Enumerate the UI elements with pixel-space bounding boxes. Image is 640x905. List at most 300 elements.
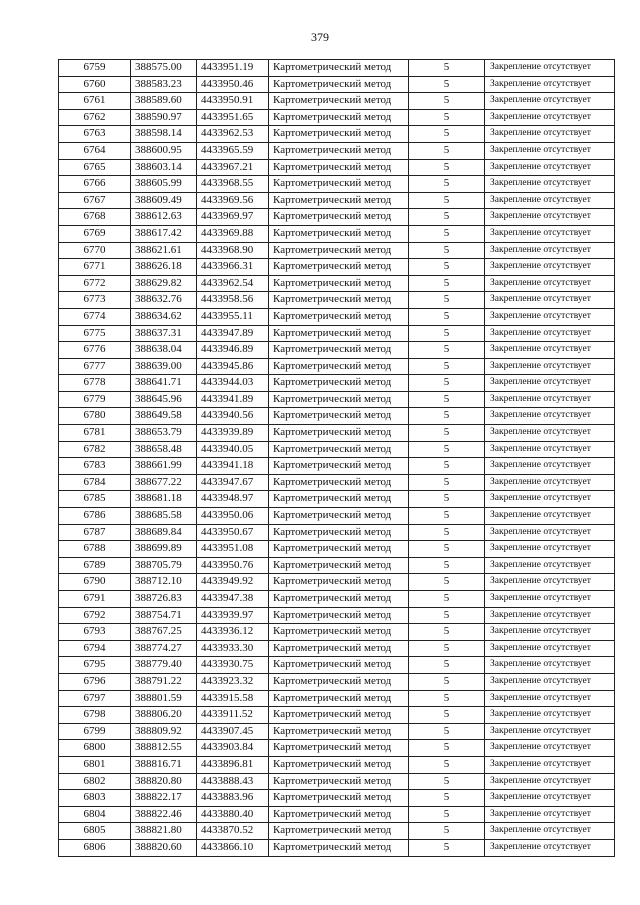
table-row	[59, 142, 615, 159]
y-coordinate-cell: 4433945.86	[197, 358, 269, 375]
page-number: 379	[311, 30, 329, 44]
method-cell: Картометрический метод	[269, 458, 409, 475]
accuracy-cell: 5	[409, 176, 485, 193]
table-row	[59, 657, 615, 674]
y-coordinate-cell: 4433888.43	[197, 773, 269, 790]
y-coordinate-cell: 4433947.67	[197, 474, 269, 491]
point-number-cell: 6802	[59, 773, 131, 790]
method-cell: Картометрический метод	[269, 640, 409, 657]
x-coordinate-cell: 388598.14	[131, 126, 197, 143]
x-coordinate-cell: 388661.99	[131, 458, 197, 475]
method-cell: Картометрический метод	[269, 342, 409, 359]
y-coordinate-cell: 4433939.89	[197, 425, 269, 442]
y-coordinate-cell: 4433962.54	[197, 275, 269, 292]
y-coordinate-cell: 4433947.38	[197, 591, 269, 608]
point-number-cell: 6793	[59, 624, 131, 641]
table-row	[59, 408, 615, 425]
method-cell: Картометрический метод	[269, 557, 409, 574]
point-number-cell: 6795	[59, 657, 131, 674]
point-number-cell: 6771	[59, 259, 131, 276]
y-coordinate-cell: 4433950.06	[197, 508, 269, 525]
fixing-description-cell: Закрепление отсутствует	[485, 425, 615, 442]
x-coordinate-cell: 388689.84	[131, 524, 197, 541]
point-number-cell: 6798	[59, 707, 131, 724]
fixing-description-cell: Закрепление отсутствует	[485, 76, 615, 93]
x-coordinate-cell: 388637.31	[131, 325, 197, 342]
accuracy-cell: 5	[409, 259, 485, 276]
accuracy-cell: 5	[409, 225, 485, 242]
accuracy-cell: 5	[409, 574, 485, 591]
method-cell: Картометрический метод	[269, 225, 409, 242]
table-row	[59, 325, 615, 342]
table-row	[59, 823, 615, 840]
fixing-description-cell: Закрепление отсутствует	[485, 673, 615, 690]
point-number-cell: 6789	[59, 557, 131, 574]
x-coordinate-cell: 388639.00	[131, 358, 197, 375]
fixing-description-cell: Закрепление отсутствует	[485, 275, 615, 292]
accuracy-cell: 5	[409, 823, 485, 840]
fixing-description-cell: Закрепление отсутствует	[485, 408, 615, 425]
accuracy-cell: 5	[409, 491, 485, 508]
accuracy-cell: 5	[409, 607, 485, 624]
table-row	[59, 209, 615, 226]
y-coordinate-cell: 4433866.10	[197, 839, 269, 856]
accuracy-cell: 5	[409, 541, 485, 558]
fixing-description-cell: Закрепление отсутствует	[485, 690, 615, 707]
table-row	[59, 474, 615, 491]
accuracy-cell: 5	[409, 524, 485, 541]
fixing-description-cell: Закрепление отсутствует	[485, 574, 615, 591]
method-cell: Картометрический метод	[269, 441, 409, 458]
fixing-description-cell: Закрепление отсутствует	[485, 93, 615, 110]
accuracy-cell: 5	[409, 441, 485, 458]
method-cell: Картометрический метод	[269, 76, 409, 93]
fixing-description-cell: Закрепление отсутствует	[485, 591, 615, 608]
x-coordinate-cell: 388617.42	[131, 225, 197, 242]
accuracy-cell: 5	[409, 242, 485, 259]
x-coordinate-cell: 388774.27	[131, 640, 197, 657]
x-coordinate-cell: 388681.18	[131, 491, 197, 508]
point-number-cell: 6763	[59, 126, 131, 143]
x-coordinate-cell: 388605.99	[131, 176, 197, 193]
x-coordinate-cell: 388626.18	[131, 259, 197, 276]
y-coordinate-cell: 4433968.55	[197, 176, 269, 193]
method-cell: Картометрический метод	[269, 391, 409, 408]
method-cell: Картометрический метод	[269, 541, 409, 558]
y-coordinate-cell: 4433907.45	[197, 723, 269, 740]
fixing-description-cell: Закрепление отсутствует	[485, 60, 615, 77]
table-row	[59, 624, 615, 641]
fixing-description-cell: Закрепление отсутствует	[485, 126, 615, 143]
y-coordinate-cell: 4433948.97	[197, 491, 269, 508]
table-row	[59, 607, 615, 624]
fixing-description-cell: Закрепление отсутствует	[485, 839, 615, 856]
y-coordinate-cell: 4433949.92	[197, 574, 269, 591]
table-row	[59, 259, 615, 276]
y-coordinate-cell: 4433944.03	[197, 375, 269, 392]
table-row	[59, 524, 615, 541]
table-row	[59, 707, 615, 724]
y-coordinate-cell: 4433941.89	[197, 391, 269, 408]
point-number-cell: 6777	[59, 358, 131, 375]
x-coordinate-cell: 388621.61	[131, 242, 197, 259]
method-cell: Картометрический метод	[269, 242, 409, 259]
x-coordinate-cell: 388575.00	[131, 60, 197, 77]
accuracy-cell: 5	[409, 723, 485, 740]
x-coordinate-cell: 388791.22	[131, 673, 197, 690]
y-coordinate-cell: 4433936.12	[197, 624, 269, 641]
x-coordinate-cell: 388629.82	[131, 275, 197, 292]
y-coordinate-cell: 4433880.40	[197, 806, 269, 823]
method-cell: Картометрический метод	[269, 740, 409, 757]
method-cell: Картометрический метод	[269, 839, 409, 856]
table-row	[59, 275, 615, 292]
x-coordinate-cell: 388820.60	[131, 839, 197, 856]
x-coordinate-cell: 388705.79	[131, 557, 197, 574]
accuracy-cell: 5	[409, 740, 485, 757]
table-row	[59, 159, 615, 176]
x-coordinate-cell: 388822.17	[131, 790, 197, 807]
method-cell: Картометрический метод	[269, 375, 409, 392]
y-coordinate-cell: 4433966.31	[197, 259, 269, 276]
x-coordinate-cell: 388822.46	[131, 806, 197, 823]
fixing-description-cell: Закрепление отсутствует	[485, 707, 615, 724]
x-coordinate-cell: 388820.80	[131, 773, 197, 790]
point-number-cell: 6783	[59, 458, 131, 475]
table-row	[59, 425, 615, 442]
method-cell: Картометрический метод	[269, 690, 409, 707]
method-cell: Картометрический метод	[269, 358, 409, 375]
y-coordinate-cell: 4433967.21	[197, 159, 269, 176]
method-cell: Картометрический метод	[269, 508, 409, 525]
method-cell: Картометрический метод	[269, 159, 409, 176]
table-row	[59, 342, 615, 359]
x-coordinate-cell: 388712.10	[131, 574, 197, 591]
point-number-cell: 6792	[59, 607, 131, 624]
x-coordinate-cell: 388816.71	[131, 756, 197, 773]
point-number-cell: 6782	[59, 441, 131, 458]
x-coordinate-cell: 388767.25	[131, 624, 197, 641]
method-cell: Картометрический метод	[269, 176, 409, 193]
method-cell: Картометрический метод	[269, 408, 409, 425]
y-coordinate-cell: 4433923.32	[197, 673, 269, 690]
point-number-cell: 6803	[59, 790, 131, 807]
table-row	[59, 640, 615, 657]
fixing-description-cell: Закрепление отсутствует	[485, 325, 615, 342]
fixing-description-cell: Закрепление отсутствует	[485, 209, 615, 226]
fixing-description-cell: Закрепление отсутствует	[485, 740, 615, 757]
y-coordinate-cell: 4433958.56	[197, 292, 269, 309]
point-number-cell: 6800	[59, 740, 131, 757]
x-coordinate-cell: 388603.14	[131, 159, 197, 176]
accuracy-cell: 5	[409, 657, 485, 674]
table-row	[59, 773, 615, 790]
method-cell: Картометрический метод	[269, 524, 409, 541]
fixing-description-cell: Закрепление отсутствует	[485, 474, 615, 491]
x-coordinate-cell: 388779.40	[131, 657, 197, 674]
point-number-cell: 6804	[59, 806, 131, 823]
accuracy-cell: 5	[409, 93, 485, 110]
fixing-description-cell: Закрепление отсутствует	[485, 375, 615, 392]
y-coordinate-cell: 4433915.58	[197, 690, 269, 707]
y-coordinate-cell: 4433969.97	[197, 209, 269, 226]
fixing-description-cell: Закрепление отсутствует	[485, 391, 615, 408]
accuracy-cell: 5	[409, 773, 485, 790]
y-coordinate-cell: 4433951.65	[197, 109, 269, 126]
y-coordinate-cell: 4433940.56	[197, 408, 269, 425]
y-coordinate-cell: 4433947.89	[197, 325, 269, 342]
x-coordinate-cell: 388677.22	[131, 474, 197, 491]
accuracy-cell: 5	[409, 474, 485, 491]
accuracy-cell: 5	[409, 408, 485, 425]
method-cell: Картометрический метод	[269, 823, 409, 840]
method-cell: Картометрический метод	[269, 607, 409, 624]
point-number-cell: 6770	[59, 242, 131, 259]
x-coordinate-cell: 388685.58	[131, 508, 197, 525]
accuracy-cell: 5	[409, 126, 485, 143]
table-row	[59, 690, 615, 707]
x-coordinate-cell: 388600.95	[131, 142, 197, 159]
y-coordinate-cell: 4433951.19	[197, 60, 269, 77]
point-number-cell: 6762	[59, 109, 131, 126]
y-coordinate-cell: 4433883.96	[197, 790, 269, 807]
fixing-description-cell: Закрепление отсутствует	[485, 441, 615, 458]
method-cell: Картометрический метод	[269, 259, 409, 276]
fixing-description-cell: Закрепление отсутствует	[485, 308, 615, 325]
fixing-description-cell: Закрепление отсутствует	[485, 358, 615, 375]
method-cell: Картометрический метод	[269, 142, 409, 159]
method-cell: Картометрический метод	[269, 93, 409, 110]
fixing-description-cell: Закрепление отсутствует	[485, 242, 615, 259]
accuracy-cell: 5	[409, 109, 485, 126]
y-coordinate-cell: 4433950.91	[197, 93, 269, 110]
table-row	[59, 756, 615, 773]
y-coordinate-cell: 4433950.76	[197, 557, 269, 574]
method-cell: Картометрический метод	[269, 723, 409, 740]
method-cell: Картометрический метод	[269, 474, 409, 491]
fixing-description-cell: Закрепление отсутствует	[485, 657, 615, 674]
table-row	[59, 441, 615, 458]
y-coordinate-cell: 4433969.88	[197, 225, 269, 242]
accuracy-cell: 5	[409, 756, 485, 773]
point-number-cell: 6781	[59, 425, 131, 442]
fixing-description-cell: Закрепление отсутствует	[485, 259, 615, 276]
accuracy-cell: 5	[409, 707, 485, 724]
fixing-description-cell: Закрепление отсутствует	[485, 109, 615, 126]
x-coordinate-cell: 388632.76	[131, 292, 197, 309]
table-row	[59, 557, 615, 574]
method-cell: Картометрический метод	[269, 806, 409, 823]
table-row	[59, 109, 615, 126]
method-cell: Картометрический метод	[269, 790, 409, 807]
accuracy-cell: 5	[409, 640, 485, 657]
y-coordinate-cell: 4433903.84	[197, 740, 269, 757]
point-number-cell: 6805	[59, 823, 131, 840]
y-coordinate-cell: 4433962.53	[197, 126, 269, 143]
fixing-description-cell: Закрепление отсутствует	[485, 192, 615, 209]
method-cell: Картометрический метод	[269, 707, 409, 724]
x-coordinate-cell: 388638.04	[131, 342, 197, 359]
table-row	[59, 225, 615, 242]
accuracy-cell: 5	[409, 375, 485, 392]
point-number-cell: 6774	[59, 308, 131, 325]
method-cell: Картометрический метод	[269, 192, 409, 209]
fixing-description-cell: Закрепление отсутствует	[485, 176, 615, 193]
y-coordinate-cell: 4433940.05	[197, 441, 269, 458]
table-row	[59, 458, 615, 475]
fixing-description-cell: Закрепление отсутствует	[485, 225, 615, 242]
method-cell: Картометрический метод	[269, 292, 409, 309]
point-number-cell: 6772	[59, 275, 131, 292]
point-number-cell: 6780	[59, 408, 131, 425]
accuracy-cell: 5	[409, 358, 485, 375]
table-row	[59, 292, 615, 309]
x-coordinate-cell: 388612.63	[131, 209, 197, 226]
method-cell: Картометрический метод	[269, 657, 409, 674]
x-coordinate-cell: 388801.59	[131, 690, 197, 707]
table-row	[59, 574, 615, 591]
fixing-description-cell: Закрепление отсутствует	[485, 790, 615, 807]
y-coordinate-cell: 4433955.11	[197, 308, 269, 325]
x-coordinate-cell: 388812.55	[131, 740, 197, 757]
fixing-description-cell: Закрепление отсутствует	[485, 524, 615, 541]
fixing-description-cell: Закрепление отсутствует	[485, 458, 615, 475]
table-row	[59, 491, 615, 508]
accuracy-cell: 5	[409, 391, 485, 408]
point-number-cell: 6761	[59, 93, 131, 110]
x-coordinate-cell: 388754.71	[131, 607, 197, 624]
x-coordinate-cell: 388653.79	[131, 425, 197, 442]
x-coordinate-cell: 388590.97	[131, 109, 197, 126]
point-number-cell: 6796	[59, 673, 131, 690]
table-row	[59, 176, 615, 193]
table-row	[59, 591, 615, 608]
accuracy-cell: 5	[409, 209, 485, 226]
coordinates-table	[58, 59, 615, 857]
accuracy-cell: 5	[409, 591, 485, 608]
point-number-cell: 6787	[59, 524, 131, 541]
fixing-description-cell: Закрепление отсутствует	[485, 342, 615, 359]
table-row	[59, 541, 615, 558]
accuracy-cell: 5	[409, 342, 485, 359]
table-row	[59, 740, 615, 757]
point-number-cell: 6790	[59, 574, 131, 591]
table-row	[59, 358, 615, 375]
accuracy-cell: 5	[409, 806, 485, 823]
y-coordinate-cell: 4433950.46	[197, 76, 269, 93]
method-cell: Картометрический метод	[269, 624, 409, 641]
point-number-cell: 6760	[59, 76, 131, 93]
y-coordinate-cell: 4433950.67	[197, 524, 269, 541]
y-coordinate-cell: 4433941.18	[197, 458, 269, 475]
x-coordinate-cell: 388658.48	[131, 441, 197, 458]
method-cell: Картометрический метод	[269, 60, 409, 77]
point-number-cell: 6784	[59, 474, 131, 491]
y-coordinate-cell: 4433946.89	[197, 342, 269, 359]
accuracy-cell: 5	[409, 790, 485, 807]
x-coordinate-cell: 388609.49	[131, 192, 197, 209]
y-coordinate-cell: 4433911.52	[197, 707, 269, 724]
method-cell: Картометрический метод	[269, 275, 409, 292]
table-row	[59, 308, 615, 325]
table-body	[59, 60, 615, 857]
point-number-cell: 6788	[59, 541, 131, 558]
point-number-cell: 6801	[59, 756, 131, 773]
table-row	[59, 93, 615, 110]
point-number-cell: 6785	[59, 491, 131, 508]
fixing-description-cell: Закрепление отсутствует	[485, 756, 615, 773]
method-cell: Картометрический метод	[269, 773, 409, 790]
method-cell: Картометрический метод	[269, 308, 409, 325]
x-coordinate-cell: 388809.92	[131, 723, 197, 740]
x-coordinate-cell: 388726.83	[131, 591, 197, 608]
accuracy-cell: 5	[409, 458, 485, 475]
y-coordinate-cell: 4433933.30	[197, 640, 269, 657]
fixing-description-cell: Закрепление отсутствует	[485, 541, 615, 558]
fixing-description-cell: Закрепление отсутствует	[485, 723, 615, 740]
fixing-description-cell: Закрепление отсутствует	[485, 508, 615, 525]
method-cell: Картометрический метод	[269, 325, 409, 342]
y-coordinate-cell: 4433930.75	[197, 657, 269, 674]
fixing-description-cell: Закрепление отсутствует	[485, 159, 615, 176]
point-number-cell: 6766	[59, 176, 131, 193]
point-number-cell: 6797	[59, 690, 131, 707]
point-number-cell: 6778	[59, 375, 131, 392]
x-coordinate-cell: 388583.23	[131, 76, 197, 93]
accuracy-cell: 5	[409, 142, 485, 159]
accuracy-cell: 5	[409, 624, 485, 641]
point-number-cell: 6799	[59, 723, 131, 740]
accuracy-cell: 5	[409, 275, 485, 292]
accuracy-cell: 5	[409, 325, 485, 342]
fixing-description-cell: Закрепление отсутствует	[485, 823, 615, 840]
method-cell: Картометрический метод	[269, 425, 409, 442]
x-coordinate-cell: 388649.58	[131, 408, 197, 425]
fixing-description-cell: Закрепление отсутствует	[485, 142, 615, 159]
point-number-cell: 6765	[59, 159, 131, 176]
point-number-cell: 6773	[59, 292, 131, 309]
x-coordinate-cell: 388821.80	[131, 823, 197, 840]
point-number-cell: 6779	[59, 391, 131, 408]
table-row	[59, 242, 615, 259]
x-coordinate-cell: 388589.60	[131, 93, 197, 110]
fixing-description-cell: Закрепление отсутствует	[485, 557, 615, 574]
x-coordinate-cell: 388641.71	[131, 375, 197, 392]
accuracy-cell: 5	[409, 159, 485, 176]
x-coordinate-cell: 388634.62	[131, 308, 197, 325]
point-number-cell: 6775	[59, 325, 131, 342]
accuracy-cell: 5	[409, 425, 485, 442]
accuracy-cell: 5	[409, 308, 485, 325]
point-number-cell: 6764	[59, 142, 131, 159]
y-coordinate-cell: 4433969.56	[197, 192, 269, 209]
accuracy-cell: 5	[409, 557, 485, 574]
accuracy-cell: 5	[409, 60, 485, 77]
method-cell: Картометрический метод	[269, 491, 409, 508]
point-number-cell: 6776	[59, 342, 131, 359]
y-coordinate-cell: 4433939.97	[197, 607, 269, 624]
table-row	[59, 76, 615, 93]
method-cell: Картометрический метод	[269, 109, 409, 126]
point-number-cell: 6791	[59, 591, 131, 608]
y-coordinate-cell: 4433951.08	[197, 541, 269, 558]
fixing-description-cell: Закрепление отсутствует	[485, 491, 615, 508]
fixing-description-cell: Закрепление отсутствует	[485, 292, 615, 309]
accuracy-cell: 5	[409, 76, 485, 93]
table-row	[59, 375, 615, 392]
point-number-cell: 6759	[59, 60, 131, 77]
table-row	[59, 508, 615, 525]
